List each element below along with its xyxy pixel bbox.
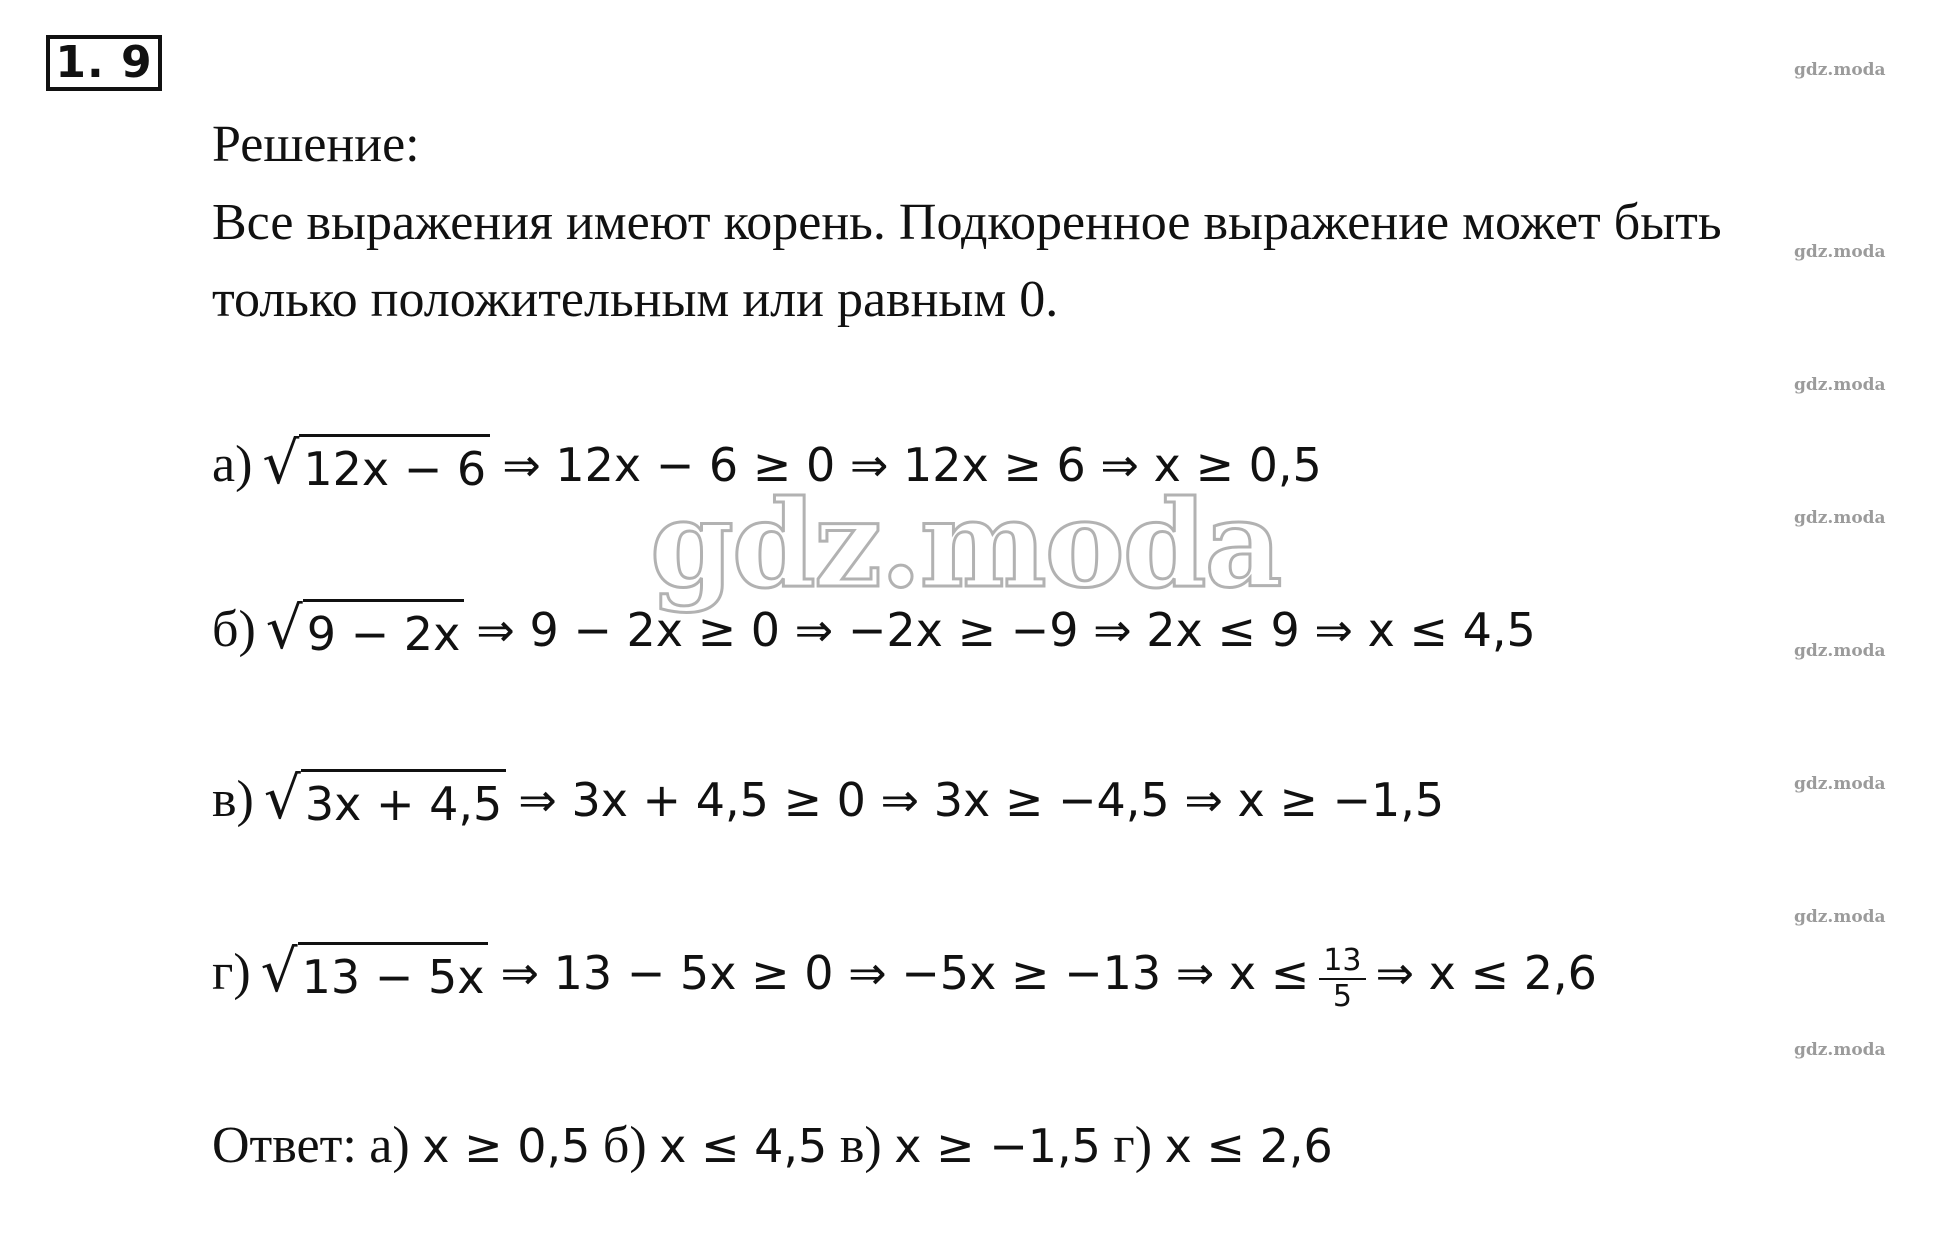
radicand: 3x + 4,5 [301, 769, 506, 836]
square-root [262, 430, 490, 501]
radical-sign-icon: √ [260, 936, 298, 1005]
item-label: б) [212, 601, 256, 658]
radical-sign-icon: √ [262, 428, 300, 497]
answer-expr-a: x ≥ 0,5 [422, 1119, 591, 1173]
watermark-label: gdz.moda [1794, 242, 1886, 262]
fraction-numerator: 13 [1319, 944, 1365, 980]
watermark-label: gdz.moda [1794, 774, 1886, 794]
fraction [1319, 944, 1365, 1014]
derivation: ⇒ 3x + 4,5 ≥ 0 ⇒ 3x ≥ −4,5 ⇒ x ≥ −1,5 [518, 773, 1445, 827]
watermark-label: gdz.moda [1794, 60, 1886, 80]
radical-sign-icon: √ [263, 763, 301, 832]
answer-label-a: а) [369, 1117, 410, 1174]
radical-sign-icon: √ [265, 593, 303, 662]
answer-label-d: г) [1113, 1117, 1153, 1174]
watermark-label: gdz.moda [1794, 508, 1886, 528]
answer-expr-c: x ≥ −1,5 [894, 1119, 1101, 1173]
intro-line-1: Все выражения имеют корень. Подкоренное выражение может быть [212, 194, 1722, 251]
derivation: ⇒ 13 − 5x ≥ 0 ⇒ −5x ≥ −13 ⇒ x ≤ [500, 946, 1310, 1000]
answer-label-c: в) [839, 1117, 882, 1174]
solution-line-c [212, 755, 1444, 845]
radicand: 13 − 5x [298, 942, 489, 1009]
intro-line-2: только положительным или равным 0. [212, 271, 1059, 328]
item-label: а) [212, 436, 253, 493]
answer-expr-d: x ≤ 2,6 [1164, 1119, 1333, 1173]
answer-expr-b: x ≤ 4,5 [659, 1119, 828, 1173]
square-root [266, 595, 465, 666]
watermark-label: gdz.moda [1794, 641, 1886, 661]
solution-heading: Решение: [212, 116, 420, 173]
answer-label-b: б) [602, 1117, 647, 1174]
derivation: ⇒ 12x − 6 ≥ 0 ⇒ 12x ≥ 6 ⇒ x ≥ 0,5 [502, 438, 1322, 492]
solution-line-d [212, 928, 1597, 1018]
answer-word: Ответ: [212, 1117, 357, 1174]
watermark-label: gdz.moda [1794, 1040, 1886, 1060]
watermark-label: gdz.moda [1794, 375, 1886, 395]
radicand: 12x − 6 [299, 434, 490, 501]
watermark-logo: gdz.moda [650, 474, 1281, 615]
item-label: в) [212, 771, 254, 828]
square-root [261, 938, 489, 1009]
problem-number-box: 1. 9 [46, 35, 162, 91]
square-root [264, 765, 506, 836]
radicand: 9 − 2x [303, 599, 465, 666]
answer-line [212, 1110, 1333, 1181]
derivation-end: ⇒ x ≤ 2,6 [1375, 946, 1597, 1000]
derivation: ⇒ 9 − 2x ≥ 0 ⇒ −2x ≥ −9 ⇒ 2x ≤ 9 ⇒ x ≤ 4,5 [476, 603, 1536, 657]
watermark-label: gdz.moda [1794, 907, 1886, 927]
fraction-denominator: 5 [1332, 979, 1352, 1014]
item-label: г) [212, 944, 251, 1001]
